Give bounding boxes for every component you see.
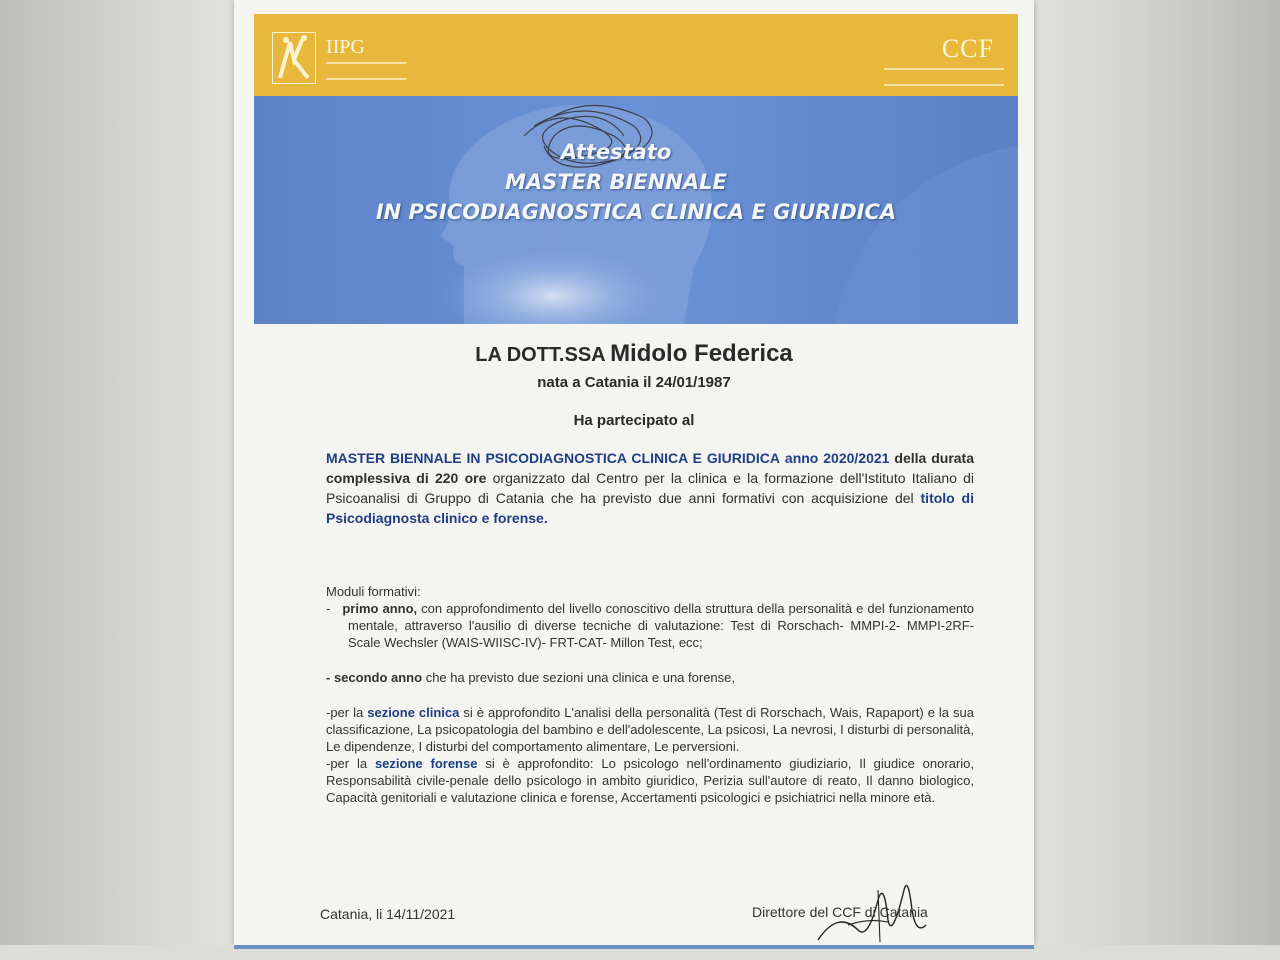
clinic-section-label: sezione clinica [367, 705, 460, 720]
place-date: Catania, li 14/11/2021 [320, 906, 456, 922]
course-year: anno 2020/2021 [784, 450, 890, 466]
title-attestato: Attestato [560, 140, 672, 164]
ccf-logo-subtitle-lines [884, 68, 1004, 86]
iipg-logo-icon [272, 32, 316, 84]
modules-heading: Moduli formativi: [326, 584, 421, 599]
iipg-logo-subtitle-lines [326, 62, 406, 80]
course-duration-label: della durata complessiva di [326, 450, 975, 486]
course-hours: 220 ore [434, 470, 487, 486]
certificate-document [234, 0, 1034, 945]
header-gold-band [254, 14, 1018, 96]
module-second-year [326, 669, 974, 686]
course-name: MASTER BIENNALE IN PSICODIAGNOSTICA CLINICA E GIURIDICA [326, 450, 780, 466]
title-master: MASTER BIENNALE [505, 170, 727, 194]
header-title [254, 140, 1018, 224]
module-clinic-section [326, 704, 974, 755]
participation-statement: Ha partecipato al [573, 412, 695, 429]
clinic-prefix: -per la [326, 705, 364, 720]
recipient-name-line [234, 340, 1034, 368]
training-modules [326, 583, 974, 806]
module-second-year-text: che ha previsto due sezioni una clinica e una forense, [425, 670, 735, 685]
desk-background-right [1030, 0, 1280, 960]
recipient-birth: nata a Catania il 24/01/1987 [537, 374, 731, 391]
course-organizer: organizzato dal Centro per la clinica e la formazione dell'Istituto Italiano di Psicoanalisi di Gruppo di Catania che ha previsto due anni formativi con acquisizione del [326, 470, 975, 506]
document-bottom-accent [234, 945, 1034, 949]
certificate-header [254, 14, 1018, 324]
forensic-section-label: sezione forense [374, 756, 478, 771]
ccf-logo-text: CCF [941, 34, 994, 63]
recipient-prefix: LA DOTT.SSA [475, 344, 606, 366]
signatory: Direttore del CCF di Catania [752, 904, 928, 920]
forensic-prefix: -per la [326, 756, 368, 771]
module-first-year-text: con approfondimento del livello conoscitivo della struttura della personalità e del funzionamento mentale, attraverso l'ausilio di diverse tecniche di valutazione: Test di Rorschach- MMPI-2- MMPI-2RF- Scale Wechsler (WAIS-WIISC-IV)- FRT-CAT- Millon Test, ecc; [348, 601, 975, 650]
clinic-section-text: si è approfondito L'analisi della personalità (Test di Rorschach, Wais, Rapaport) e la sua classificazione, La psicopatologia del bambino e dell'adolescente, La psicosi, La nevrosi, I disturbi di personalità, Le dipendenze, I disturbi del comportamento alimentare, Le perversioni. [326, 705, 974, 754]
module-first-year: - primo anno, con approfondimento del livello conoscitivo della struttura della personalità e del funzionamento mentale, attraverso l'ausilio di diverse tecniche di valutazione: Test di Rorschach- MMPI-2- MMPI-2RF- Scale Wechsler (WAIS-WIISC-IV)- FRT-CAT- Millon Test, ecc; [326, 601, 975, 650]
forensic-section-text: si è approfondito: Lo psicologo nell'ordinamento giudiziario, Il giudice onorario, Responsabilità civile-penale dello psicologo in ambito giuridico, Perizia sull'autore di reato, Il danno biologico, Capacità genitoriali e valutazione clinica e forense, Accertamenti psicologici e psichiatrici nella minore età. [326, 756, 974, 805]
ccf-logo [864, 34, 1004, 86]
module-forensic-section [326, 755, 974, 806]
iipg-logo [272, 32, 422, 84]
course-title-awarded: titolo di Psicodiagnosta clinico e forense. [326, 490, 974, 526]
title-course-name: IN PSICODIAGNOSTICA CLINICA E GIURIDICA [375, 200, 897, 224]
recipient-name: Midolo Federica [610, 340, 793, 367]
desk-background-left [0, 0, 240, 960]
course-description [326, 448, 974, 528]
iipg-logo-text: IIPG [326, 36, 365, 58]
module-second-year-label: - secondo anno [326, 670, 423, 685]
module-first-year-label: primo anno, [342, 601, 418, 616]
